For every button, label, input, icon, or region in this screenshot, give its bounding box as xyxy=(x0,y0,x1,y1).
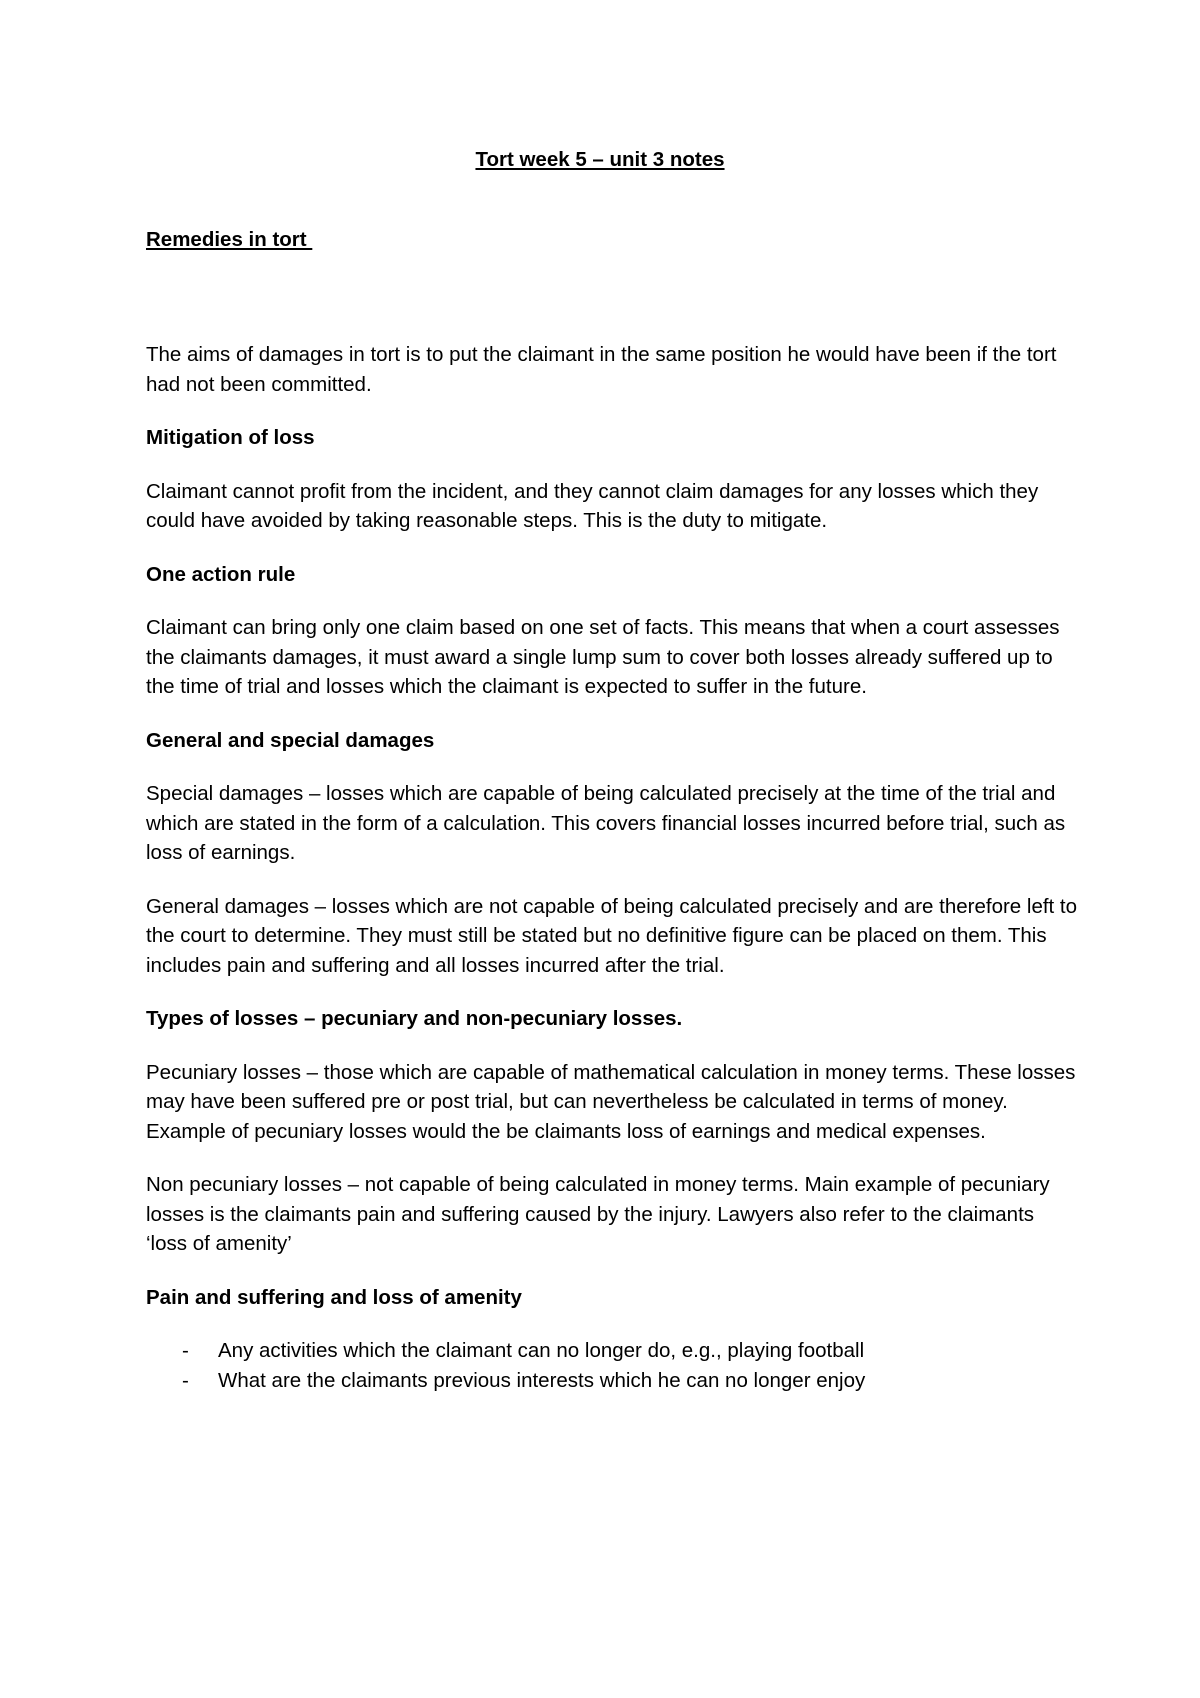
list-item-text: What are the claimants previous interests which he can no longer enjoy xyxy=(218,1368,866,1392)
heading-pain-and-suffering: Pain and suffering and loss of amenity xyxy=(146,1285,522,1309)
heading-general-special-damages: General and special damages xyxy=(146,728,435,752)
list-item-text: Any activities which the claimant can no longer do, e.g., playing football xyxy=(218,1339,865,1362)
intro-paragraph: The aims of damages in tort is to put the claimant in the same position he would have been if the tort had not been committed. xyxy=(146,343,1057,396)
paragraph-mitigation: Claimant cannot profit from the incident, and they cannot claim damages for any losses which they could have avoided by taking reasonable steps. This is the duty to mitigate. xyxy=(146,479,1039,532)
heading-types-of-losses: Types of losses – pecuniary and non-pecuniary losses. xyxy=(146,1007,683,1030)
heading-mitigation-of-loss: Mitigation of loss xyxy=(146,426,315,449)
list-item xyxy=(146,1336,1080,1366)
bullet-list xyxy=(146,1336,1080,1395)
document-title: Tort week 5 – unit 3 notes xyxy=(475,148,725,171)
section-title-remedies: Remedies in tort xyxy=(146,227,313,251)
paragraph-general-damages: General damages – losses which are not capable of being calculated precisely and are therefore left to the court to determine. They must still be stated but no definitive figure can be placed on them. This includes pain and suffering and all losses incurred after the trial. xyxy=(146,894,1078,977)
paragraph-one-action-rule: Claimant can bring only one claim based on one set of facts. This means that when a court assesses the claimants damages, it must award a single lump sum to cover both losses already suffered up to the time of trial and losses which the claimant is expected to suffer in the future. xyxy=(146,616,1060,698)
bullet-dash: - xyxy=(182,1339,189,1362)
heading-one-action-rule: One action rule xyxy=(146,562,296,586)
paragraph-non-pecuniary-losses: Non pecuniary losses – not capable of being calculated in money terms. Main example of pecuniary losses is the claimants pain and suffering caused by the injury. Lawyers also refer to the claimants ‘loss of amenity’ xyxy=(146,1173,1050,1255)
paragraph-special-damages: Special damages – losses which are capable of being calculated precisely at the time of the trial and which are stated in the form of a calculation. This covers financial losses incurred before trial, such as loss of earnings. xyxy=(146,782,1066,864)
paragraph-pecuniary-losses: Pecuniary losses – those which are capable of mathematical calculation in money terms. These losses may have been suffered pre or post trial, but can nevertheless be calculated in terms of money. Example of pecuniary losses would the be claimants loss of earnings and medical expenses. xyxy=(146,1060,1076,1143)
list-item xyxy=(146,1366,1080,1396)
bullet-dash: - xyxy=(182,1368,189,1392)
